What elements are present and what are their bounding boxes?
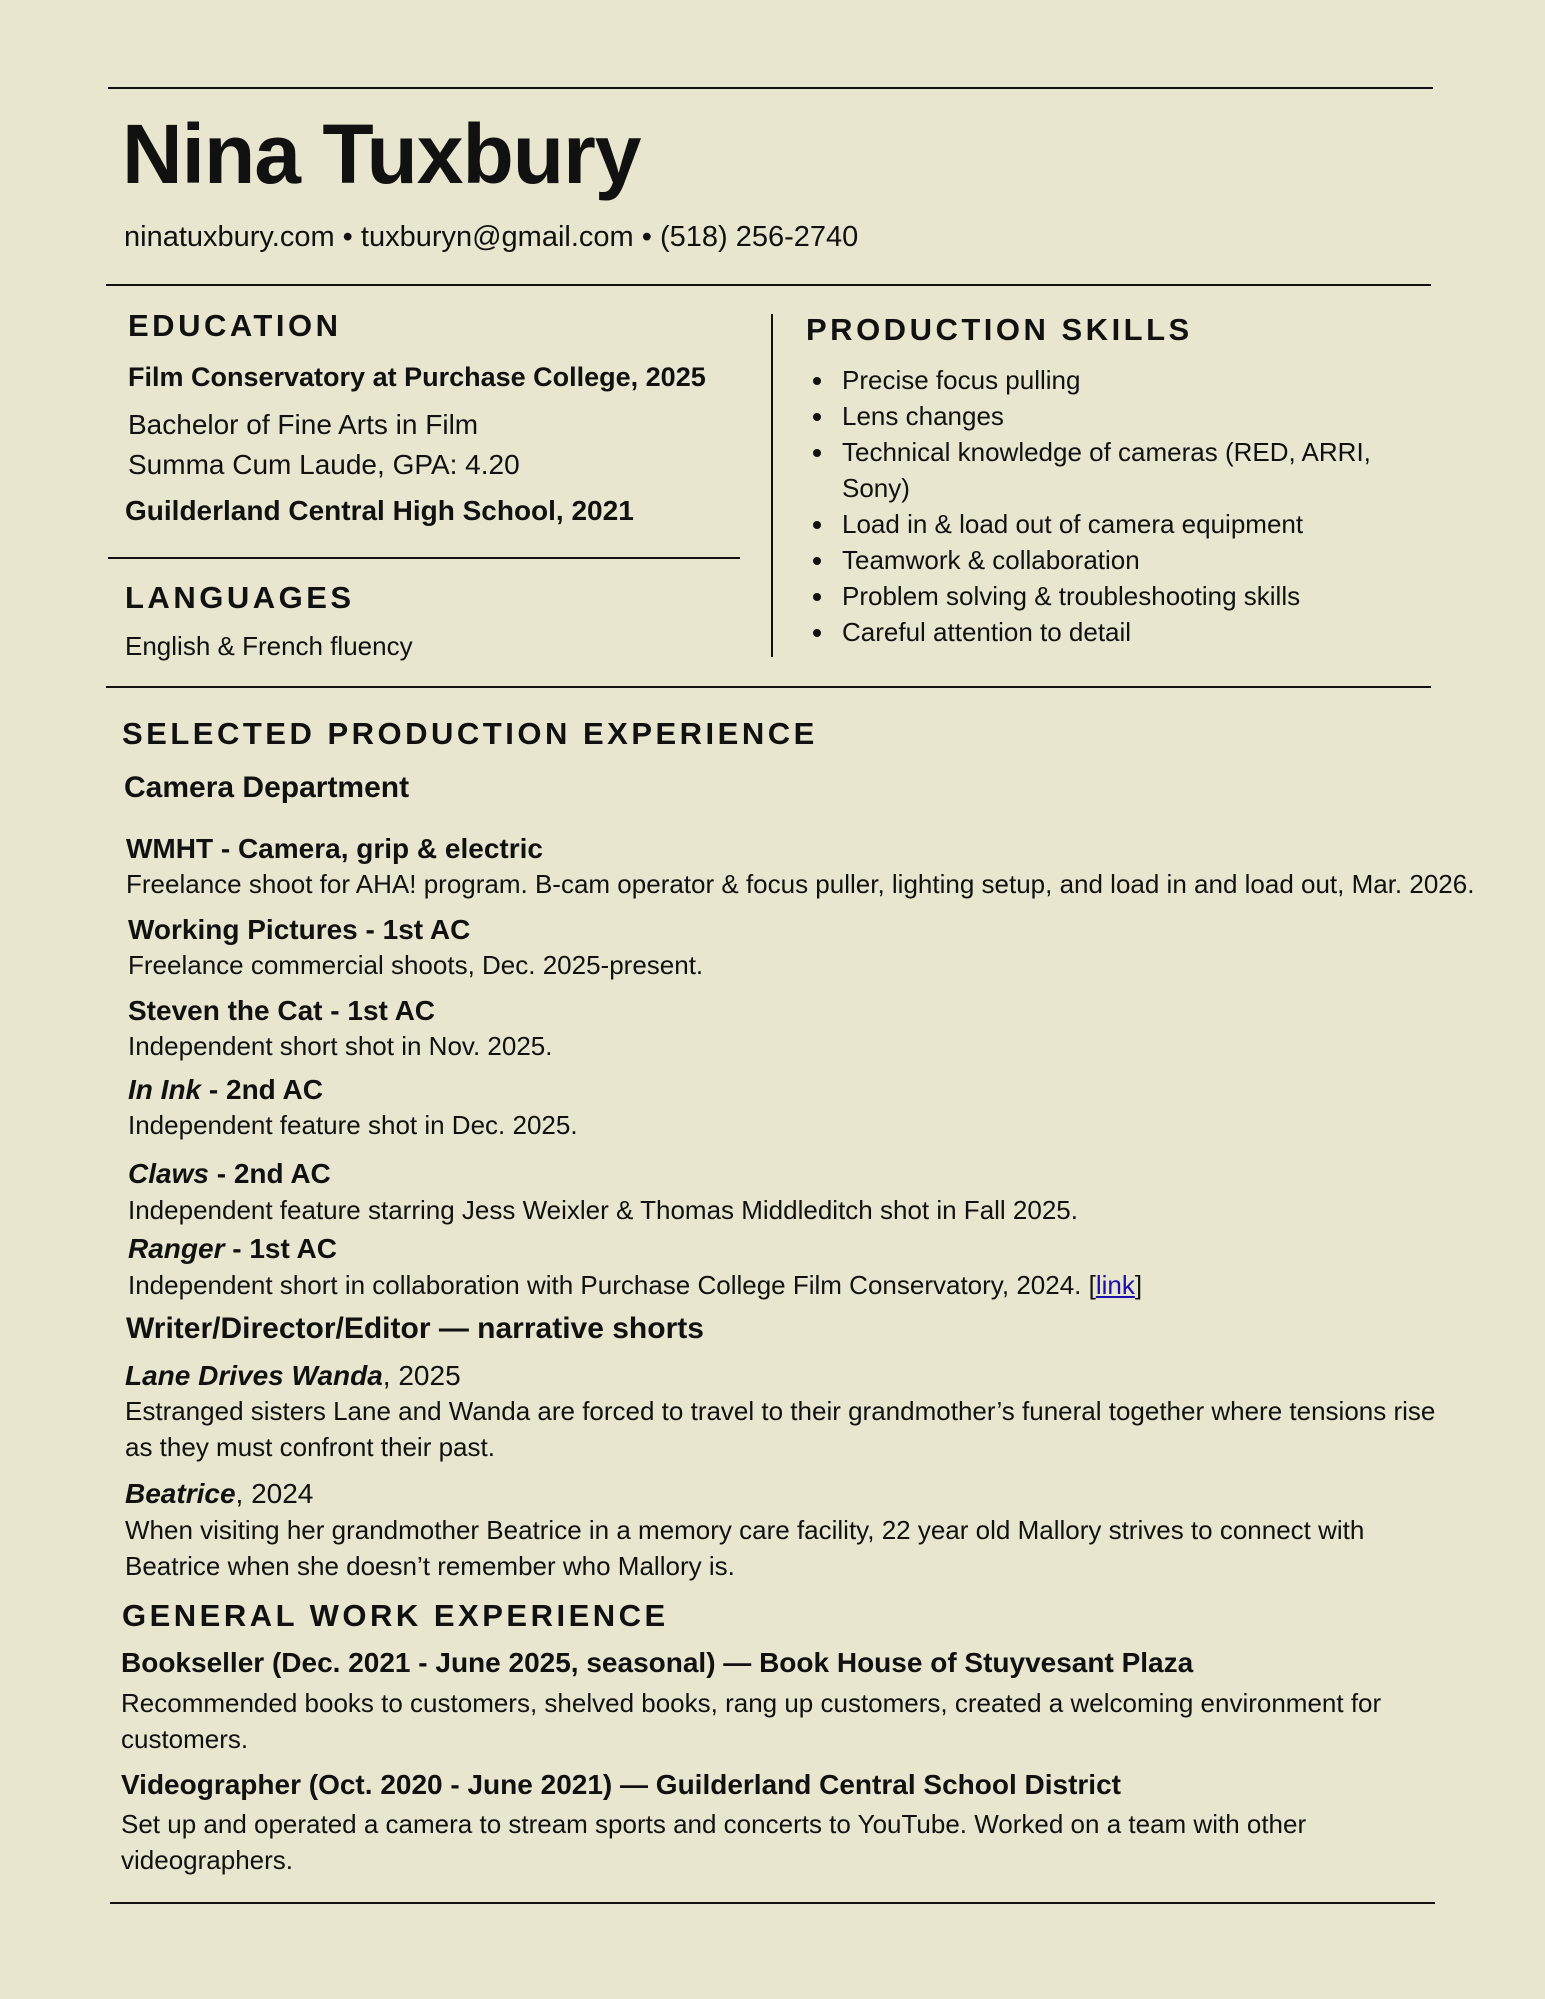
job-description: Set up and operated a camera to stream sports and concerts to YouTube. Worked on a team with other videographers. [121, 1809, 1307, 1875]
skills-divider [106, 686, 1431, 688]
camera-department-heading: Camera Department [124, 771, 410, 804]
role: - 2nd AC [208, 1158, 331, 1189]
production-title: SELECTED PRODUCTION EXPERIENCE [122, 716, 818, 751]
contact-info: ninatuxbury.com • tuxburyn@gmail.com • (518) 256-2740 [124, 221, 859, 253]
job-title: WMHT - Camera, grip & electric [126, 833, 543, 864]
film-description: Estranged sisters Lane and Wanda are forced to travel to their grandmother’s funeral together where tensions rise as they must confront their past. [125, 1396, 1436, 1462]
education-school: Guilderland Central High School, 2021 [125, 495, 634, 526]
film-heading [125, 1475, 313, 1513]
director-heading: Writer/Director/Editor — narrative shorts [126, 1312, 704, 1345]
role: - 1st AC [224, 1233, 338, 1264]
film-title: Lane Drives Wanda [125, 1360, 383, 1391]
job-description: Recommended books to customers, shelved books, rang up customers, created a welcoming environment for customers. [121, 1688, 1382, 1754]
job-description: Freelance commercial shoots, Dec. 2025-present. [128, 950, 704, 980]
languages-title: LANGUAGES [125, 580, 355, 615]
job-title: Bookseller (Dec. 2021 - June 2025, seasonal) — Book House of Stuyvesant Plaza [121, 1647, 1194, 1678]
job-title: Steven the Cat - 1st AC [128, 995, 436, 1026]
skills-title: PRODUCTION SKILLS [806, 312, 1193, 347]
list-item: • Precise focus pulling [836, 362, 1456, 398]
film-description: When visiting her grandmother Beatrice in a memory care facility, 22 year old Mallory strives to connect with Beatrice when she doesn’t remember who Mallory is. [125, 1515, 1365, 1581]
languages-text: English & French fluency [125, 631, 413, 661]
job-description [128, 1268, 1142, 1303]
job-title [128, 1232, 337, 1266]
job-title [128, 1157, 331, 1191]
job-description: Independent feature starring Jess Weixler & Thomas Middleditch shot in Fall 2025. [128, 1195, 1078, 1225]
job-description: Independent feature shot in Dec. 2025. [128, 1110, 578, 1140]
candidate-name: Nina Tuxbury [122, 107, 641, 201]
top-divider [108, 87, 1433, 89]
list-item: • Teamwork & collaboration [836, 542, 1456, 578]
film-heading [125, 1357, 461, 1395]
list-item: • Load in & load out of camera equipment [836, 506, 1456, 542]
education-school: Film Conservatory at Purchase College, 2025 [128, 362, 706, 392]
header-divider [106, 284, 1431, 286]
list-item: • Careful attention to detail [836, 614, 1456, 650]
list-item: • Lens changes [836, 398, 1456, 434]
education-languages-divider [108, 557, 740, 559]
film-year: , 2024 [235, 1478, 314, 1509]
film-year: , 2025 [382, 1360, 461, 1391]
job-title: Videographer (Oct. 2020 - June 2021) — Guilderland Central School District [121, 1769, 1121, 1800]
film-title: Claws [128, 1158, 209, 1189]
list-item: • Technical knowledge of cameras (RED, ARRI, Sony) [836, 434, 1412, 506]
description-end: ] [1134, 1270, 1143, 1300]
bottom-divider [110, 1902, 1435, 1904]
list-item: • Problem solving & troubleshooting skills [836, 578, 1456, 614]
ranger-link[interactable]: link [1095, 1270, 1135, 1300]
general-title: GENERAL WORK EXPERIENCE [122, 1598, 669, 1633]
education-title: EDUCATION [128, 308, 342, 343]
column-divider [771, 314, 773, 657]
role: - 2nd AC [201, 1074, 323, 1105]
film-title: Beatrice [125, 1478, 236, 1509]
job-title [128, 1073, 323, 1107]
skills-list [806, 362, 1456, 650]
job-description: Freelance shoot for AHA! program. B-cam operator & focus puller, lighting setup, and load in and load out, Mar. 2026. [126, 869, 1475, 899]
description-text: Independent short in collaboration with Purchase College Film Conservatory, 2024. [ [128, 1270, 1096, 1300]
education-honors: Summa Cum Laude, GPA: 4.20 [128, 449, 520, 480]
film-title: In Ink [128, 1074, 202, 1105]
job-title: Working Pictures - 1st AC [128, 914, 471, 945]
film-title: Ranger [128, 1233, 225, 1264]
job-description: Independent short shot in Nov. 2025. [128, 1031, 553, 1061]
education-degree: Bachelor of Fine Arts in Film [128, 409, 479, 440]
